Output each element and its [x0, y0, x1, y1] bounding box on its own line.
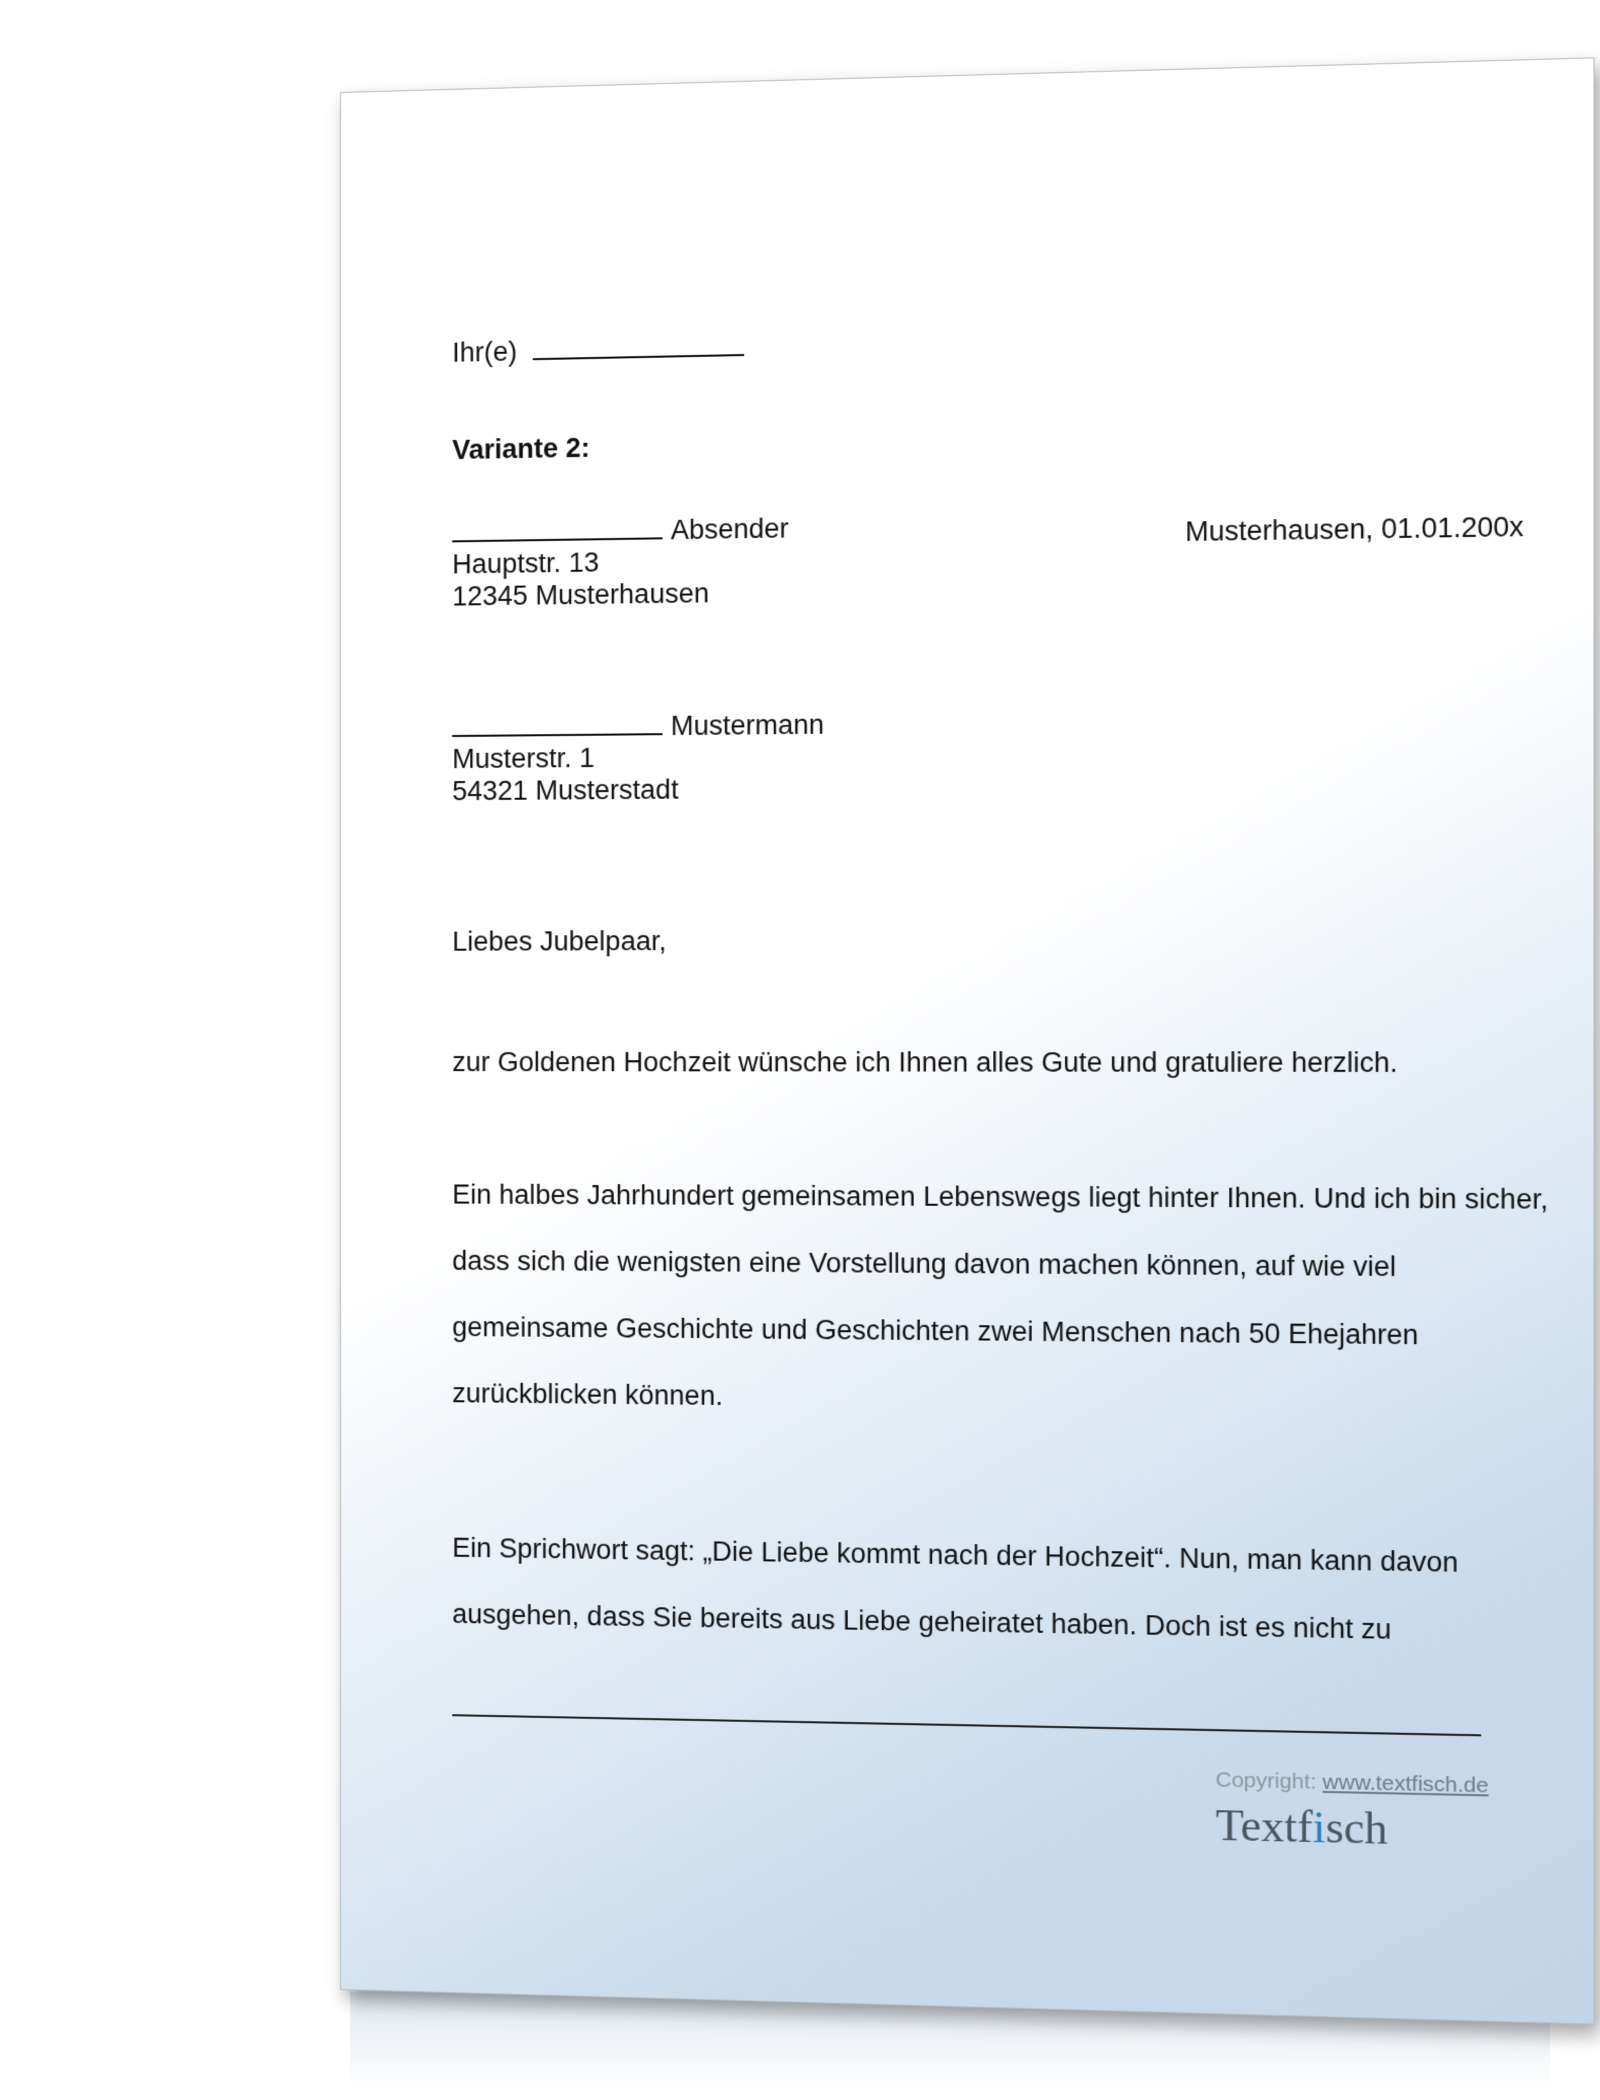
copyright-link[interactable]: www.textfisch.de [1322, 1770, 1489, 1798]
sender-street: Hauptstr. 13 [452, 547, 600, 580]
logo-text-start: Textf [1215, 1799, 1313, 1853]
body-paragraph-2-line: dass sich die wenigsten eine Vorstellung davon machen können, auf wie viel [452, 1245, 1397, 1283]
recipient-street: Musterstr. 1 [452, 742, 595, 775]
body-paragraph-1: zur Goldenen Hochzeit wünsche ich Ihnen alles Gute und gratuliere herzlich. [452, 1047, 1398, 1079]
body-paragraph-2-line: Ein halbes Jahrhundert gemeinsamen Lebenswegs liegt hinter Ihnen. Und ich bin sicher, [452, 1179, 1549, 1215]
letter-page [340, 57, 1595, 2024]
sender-name-blank [452, 513, 662, 542]
sender-name-line [452, 511, 789, 549]
variant-heading: Variante 2: [452, 432, 591, 466]
sender-city: 12345 Musterhausen [452, 578, 710, 612]
copyright-prefix: Copyright: [1215, 1768, 1323, 1794]
footer-divider [452, 1714, 1481, 1736]
date-line: Musterhausen, 01.01.200x [1185, 511, 1524, 548]
body-paragraph-2-line: gemeinsame Geschichte und Geschichten zwei Menschen nach 50 Ehejahren [452, 1311, 1419, 1351]
textfisch-logo [1216, 1799, 1388, 1855]
recipient-name-line [452, 707, 824, 744]
signature-line [452, 330, 744, 369]
salutation: Liebes Jubelpaar, [452, 925, 667, 957]
logo-text-end: sch [1325, 1802, 1388, 1855]
recipient-city: 54321 Musterstadt [452, 774, 679, 807]
recipient-name-label: Mustermann [670, 709, 825, 742]
signature-label: Ihr(e) [452, 336, 518, 368]
signature-blank [533, 330, 744, 360]
body-paragraph-3-line: Ein Sprichwort sagt: „Die Liebe kommt nach der Hochzeit“. Nun, man kann davon [452, 1532, 1459, 1578]
body-paragraph-3-line: ausgehen, dass Sie bereits aus Liebe geheiratet haben. Doch ist es nicht zu [452, 1598, 1392, 1645]
sender-name-label: Absender [670, 513, 789, 546]
body-paragraph-2-line: zurückblicken können. [452, 1378, 723, 1412]
copyright-notice [1216, 1768, 1489, 1798]
recipient-name-blank [452, 709, 662, 737]
fish-icon: i [1312, 1801, 1326, 1853]
